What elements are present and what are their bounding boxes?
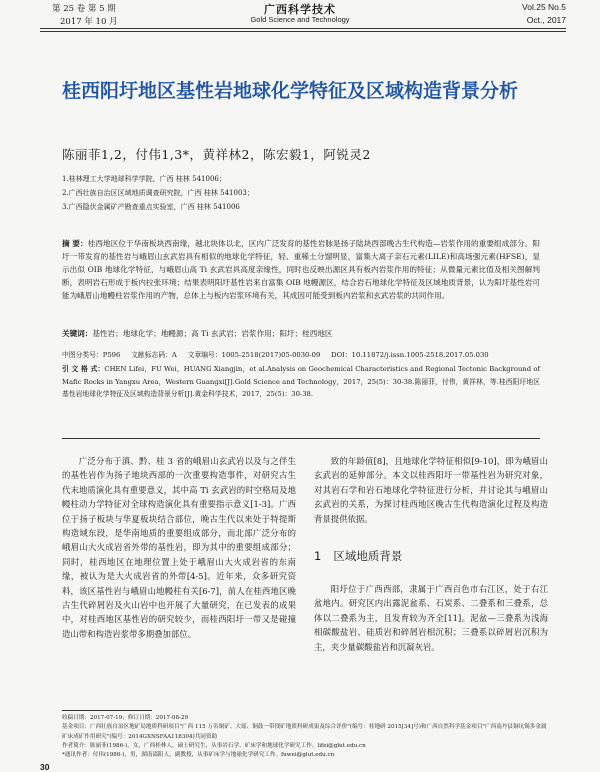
affiliation-2: 2.广西壮族自治区区域地质调查研究院，广西 桂林 541003； xyxy=(62,189,254,197)
article-title: 桂西阳圩地区基性岩地球化学特征及区域构造背景分析 xyxy=(62,80,519,102)
author-list: 陈丽菲1,2，付伟1,3*，黄祥林2，陈宏毅1，阿锐灵2 xyxy=(62,147,371,162)
citation-text: CHEN Lifei，FU Wei，HUANG Xiangjin，et al.Analysis on Geochemical Characteristics and Regional Tectonic Background of Mafic Rocks in Yangxu Area，Western Guangxi[J].Gold Science and Technology，2017，25(5)：30-38.陈丽菲，付伟，黄祥林，等.桂西阳圩地区基性岩地球化学特征及区域构造背景分析[J].黄金科学技术，2017，25(5)：30-38. xyxy=(62,365,540,398)
affiliation-3: 3.广西隐伏金属矿产勘查重点实验室，广西 桂林 541006 xyxy=(62,203,240,211)
body-right-para-2: 阳圩位于广西西部，隶属于广西百色市右江区，处于右江盆地内。研究区内出露泥盆系、石炭系、二叠系和三叠系，总体以二叠系为主，且发育较为齐全[11]。泥盆—三叠系为浅海相碳酸盐岩、硅质岩和碎屑岩相沉积；三叠系以碎屑岩沉积为主，夹少量碳酸盐岩和沉凝灰岩。 xyxy=(314,584,548,652)
citation-label: 引 文 格 式： xyxy=(62,365,105,373)
doi: DOI：10.11872/j.issn.1005-2518.2017.05.030 xyxy=(331,351,489,359)
abstract-text: 桂西地区位于华南板块西南缘，越北块体以北，区内广泛发育的基性岩脉是扬子陆块西部晚古生代构造—岩浆作用的重要组成部分。阳圩一带发育的基性岩与峨眉山玄武岩具有相似的地球化学特征，轻、重稀土分馏明显，富集大离子亲石元素(LILE)和高场强元素(HFSE)，显示出似 OIB 地球化学特征，与峨眉山高 Ti 玄武岩具高度亲缘性，同时也反映出源区具有板内岩浆作用的特征；从微量元素比值及相关图解判断，表明岩石形成于板内拉张环境；结果表明阳圩基性岩来自富集 OIB 地幔源区，结合岩石地球化学特征及区域地质背景，认为阳圩基性岩可能为峨眉山地幔柱岩浆作用的产物，总体上与板内岩浆环境有关，其成因可能受到板内岩浆和玄武岩浆的共同作用。 xyxy=(62,239,540,300)
article-meta xyxy=(62,349,540,359)
volume-issue-en: Vol.25 No.5 xyxy=(522,2,566,12)
footnote-author: 作者简介：陈丽菲(1986-)，女，广西桂林人，硕士研究生，从事岩石学、矿床学和地球化学研究工作。lifei@glut.edu.cn xyxy=(62,742,366,749)
footnote-received: 收稿日期：2017-07-19；修订日期：2017-08-29 xyxy=(62,715,189,721)
body-right-para-1: 致的年龄值[8]，且地球化学特征相似[9-10]，即为峨眉山玄武岩的延伸部分。本文以桂西阳圩一带基性岩为研究对象，对其岩石学和岩石地球化学特征进行分析，并讨论其与峨眉山玄武岩的关系，为探讨桂西地区晚古生代构造演化过程及构造背景提供依据。 xyxy=(314,456,548,524)
clc-number: 中图分类号：P596 xyxy=(62,351,121,359)
volume-issue: 第 25 卷 第 5 期 xyxy=(52,4,116,14)
affiliations xyxy=(62,172,254,214)
header-rule xyxy=(40,28,566,29)
footnote-rule xyxy=(62,710,152,711)
abstract xyxy=(62,237,540,302)
issue-date: 2017 年 10 月 xyxy=(60,17,118,27)
keywords-text: 基性岩；地球化学；地幔源；高 Ti 玄武岩；岩浆作用；阳圩；桂西地区 xyxy=(92,329,333,338)
footnote-corresponding: *通讯作者：付伟(1980-)，男，湖南邵阳人，副教授，从事矿床学与地球化学研究工作。fuwei@glut.edu.cn xyxy=(62,752,335,759)
section-heading xyxy=(314,548,402,564)
citation xyxy=(62,363,540,401)
page-number: 30 xyxy=(40,762,50,772)
footnote-funding: 基金项目：广西壮族自治区地矿局地质科研项目"广西 115 万名铜矿、大瑶、铜鼓一带找矿地质科研成果及综合评价"(编号：桂地研 2015[34]号)和广西自然科学基金项目"广西南丹县铜坑锡多金属矿床成矿作用研究"(编号：2014GXNSFAA118304)共同资助 xyxy=(62,724,547,740)
section-title: 区域地质背景 xyxy=(333,549,403,563)
body-left-column: 广泛分布于滇、黔、桂 3 省的峨眉山玄武岩以及与之伴生的基性岩作为扬子地块西部的一次重要构造事件，对研究古生代末地质演化具有重要意义，其中高 Ti 玄武岩的时空格局及地幔柱动力学特征对全球构造演化具有重要指示意义[1-3]。广西位于扬子板块与华夏板块结合部位，晚古生代以来处于特提斯构造域东段，是华南地质的重要组成部分，而北部广泛分布的峨眉山大火成岩省外带的基性岩，即为其中的重要组成部分；同时，桂西地区在地理位置上处于峨眉山大火成岩省的东南缘，被认为是大火成岩省的外带[4-5]。近年来，众多研究资料，该区基性岩与峨眉山地幔柱有关[6-7]，前人在桂西地区晚古生代碎屑岩及火山岩中也开展了大量研究，在已发表的成果中，对桂西地区基性岩的研究较少，而桂西阳圩一带又是碰撞造山带和构造岩浆带多期叠加部位。 xyxy=(62,456,296,639)
document-code: 文献标志码：A xyxy=(131,351,177,359)
issue-date-en: Oct., 2017 xyxy=(526,15,566,25)
header-rule-2 xyxy=(40,31,566,32)
keywords-label: 关键词： xyxy=(62,329,93,338)
section-number: 1 xyxy=(314,549,322,563)
footnotes xyxy=(62,714,552,760)
running-header xyxy=(0,0,600,28)
journal-name-cn: 广西科学技术 xyxy=(264,3,336,16)
abstract-divider xyxy=(62,438,540,439)
article-number: 文章编号：1005-2518(2017)05-0030-09 xyxy=(187,351,321,359)
journal-name-en: Gold Science and Technology xyxy=(250,15,350,24)
abstract-label: 摘 要： xyxy=(62,239,88,248)
keywords xyxy=(62,328,540,339)
affiliation-1: 1.桂林理工大学地球科学学院，广西 桂林 541006； xyxy=(62,175,226,183)
